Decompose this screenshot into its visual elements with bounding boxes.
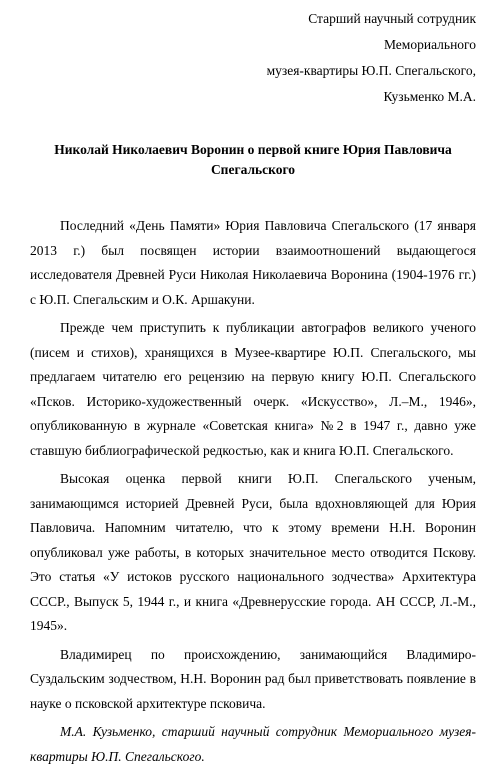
author-block [30, 6, 476, 110]
paragraph-4: Владимирец по происхождению, занимающийся Владимиро-Суздальским зодчеством, Н.Н. Воронин рад был приветствовать появление в науке о псковской архитектуре псковича. [30, 646, 476, 711]
document-title: Николай Николаевич Воронин о первой книге Юрия Павловича Спегальского [54, 142, 452, 177]
author-name: Кузьменко М.А. [383, 89, 476, 104]
author-organization-line-1: Мемориального [383, 37, 476, 52]
paragraph-3: Высокая оценка первой книги Ю.П. Спегальского ученым, занимающимся историей Древней Руси, была вдохновляющей для Юрия Павловича. Напомним читателю, что к этому времени Н.Н. Воронин опубликовал уже работы, в которых значительное место отводится Пскову. Это статья «У истоков русского национального зодчества» Архитектура СССР., Выпуск 5, 1944 г., и книга «Древнерусские города. АН СССР, Л.-М., 1945». [30, 471, 476, 633]
author-organization-line-2: музея-квартиры Ю.П. Спегальского, [266, 63, 476, 78]
paragraph-1: Последний «День Памяти» Юрия Павловича Спегальского (17 января 2013 г.) был посвящен истории взаимоотношений выдающегося исследователя Древней Руси Николая Николаевича Воронина (1904-1976 гг.) с Ю.П. Спегальским и О.К. Аршакуни. [30, 218, 476, 307]
signature-paragraph: М.А. Кузьменко, старший научный сотрудник Мемориального музея-квартиры Ю.П. Спегальского. [30, 724, 476, 764]
author-position-line: Старший научный сотрудник [308, 11, 476, 26]
paragraph-2: Прежде чем приступить к публикации автографов великого ученого (писем и стихов), хранящихся в Музее-квартире Ю.П. Спегальского, мы предлагаем читателю его рецензию на первую книгу Ю.П. Спегальского «Псков. Историко-художественный очерк. «Искусство», Л.–М., 1946», опубликованную в журнале «Советская книга» №2 в 1947 г., давно уже ставшую библиографической редкостью, как и книга Ю.П. Спегальского. [30, 320, 476, 458]
